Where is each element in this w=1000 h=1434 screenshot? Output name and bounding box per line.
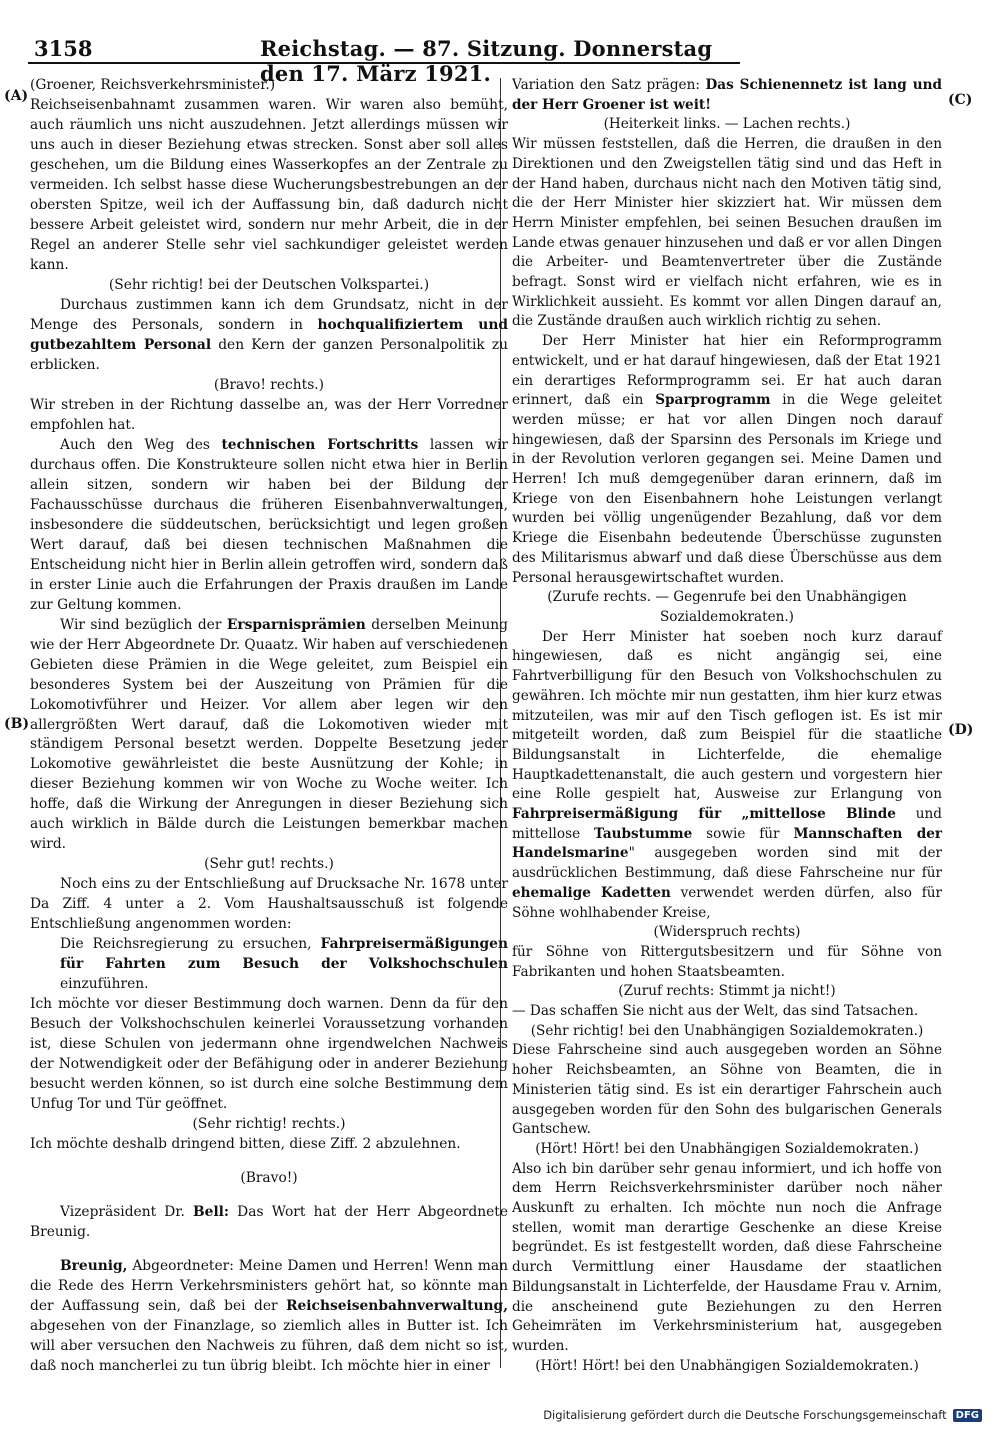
remark: (Sehr richtig! bei der Deutschen Volkspartei.) (108, 276, 430, 293)
remark: (Sehr gut! rechts.) (204, 856, 334, 873)
margin-letter-a: (A) (4, 88, 29, 104)
remark: (Zuruf rechts: Stimmt ja nicht!) (618, 983, 836, 1000)
remark: (Heiterkeit links. — Lachen rechts.) (603, 116, 851, 133)
paragraph: Auch den Weg des technischen Fortschritts lassen wir durchaus offen. Die Konstrukteure sollen nicht etwa hier in Berlin allein sitzen, sondern wir haben bei der Bildung der Fachausschüsse durchaus die früheren Eisenbahnverwaltungen, insbesondere die süddeutschen, berücksichtigt und legen großen Wert darauf, daß bei diesen technischen Maßnahmen die Entscheidung nicht hier in Berlin allein getroffen wird, sondern daß in erster Linie auch die Erfahrungen der Praxis draußen im Lande zur Geltung kommen. (30, 436, 508, 613)
paragraph: Reichseisenbahnamt zusammen waren. Wir waren also bemüht, auch räumlich uns nicht auszudehnen. Jetzt allerdings müssen wir uns auch in dieser Beziehung etwas strecken. Sonst aber soll alles geschehen, um die Bildung eines Wasserkopfes an der Zentrale zu vermeiden. Ich selbst hasse diese Wucherungsbestrebungen an der obersten Spitze, weil ich der Auffassung bin, daß dadurch nicht bessere Arbeit geleistet wird, sondern nur mehr Arbeit, die in der Regel an anderer Stelle sehr viel sachkundiger geleistet werden kann. (30, 96, 508, 273)
paragraph: für Söhne von Rittergutsbesitzern und für Söhne von Fabrikanten und hohen Staatsbeamten. (512, 943, 942, 980)
page-title: Reichstag. — 87. Sitzung. Donnerstag den 17. März 1921. (260, 36, 713, 86)
right-column (512, 76, 942, 1376)
footer-credit: Digitalisierung gefördert durch die Deutsche Forschungsgemeinschaft (543, 1408, 947, 1422)
paragraph: Vizepräsident Dr. Bell: Das Wort hat der Herr Abgeordnete Breunig. (30, 1204, 508, 1241)
paragraph: Also ich bin darüber sehr genau informiert, und ich hoffe von dem Herrn Reichsverkehrsminister darüber noch näher Auskunft zu erhalten. Ich möchte nun noch die Anfrage stellen, womit man derartige Geschenke an diese Kreise begründet. Es ist festgestellt worden, daß diese Fahrscheine durch Vermittlung einer Hausdame der staatlichen Bildungsanstalt in Lichterfelde, der Hausdame Frau v. Arnim, die anscheinend gute Beziehungen zu den Herren Geheimräten im Verkehrsministerium hat, ausgegeben wurden. (512, 1160, 942, 1354)
paragraph: Noch eins zu der Entschließung auf Drucksache Nr. 1678 unter Da Ziff. 4 unter a 2. Vom Haushaltsausschuß ist folgende Entschließung angenommen worden: (30, 876, 508, 933)
digitization-footer (543, 1408, 982, 1422)
remark: (Zurufe rechts. — Gegenrufe bei den Unabhängigen Sozialdemokraten.) (547, 589, 907, 625)
page-number: 3158 (34, 36, 93, 61)
paragraph: Der Herr Minister hat hier ein Reformprogramm entwickelt, und er hat darauf hingewiesen, daß der Etat 1921 ein derartiges Reformprogramm sei. Er hat auch daran erinnert, daß ein Sparprogramm in die Wege geleitet werden müsse; er hat vor allen Dingen noch darauf hingewiesen, daß der Sparsinn des Personals im Kriege und in der Revolution verloren gegangen sei. Meine Damen und Herren! Ich muß demgegenüber daran erinnern, daß im Kriege von den Eisenbahnern hohe Leistungen verlangt wurden bei völlig ungenügender Bezahlung, daß vor dem Kriege die Eisenbahn bedeutende Überschüsse zugunsten des Militarismus abwarf und daß diese Überschüsse aus dem Personal herausgewirtschaftet wurden. (512, 333, 942, 586)
remark: (Widerspruch rechts) (653, 924, 801, 941)
remark: (Sehr richtig! rechts.) (192, 1116, 346, 1133)
paragraph: Wir streben in der Richtung dasselbe an, was der Herr Vorredner empfohlen hat. (30, 396, 508, 433)
paragraph: — Das schaffen Sie nicht aus der Welt, das sind Tatsachen. (512, 1003, 919, 1020)
paragraph: Diese Fahrscheine sind auch ausgegeben worden an Söhne hoher Reichsbeamten, an Söhne von Beamten, die in Ministerien tätig sind. Es ist ein derartiger Fahrschein auch ausgegeben worden für den Sohn des bulgarischen Generals Gantschew. (512, 1042, 942, 1138)
paragraph: Der Herr Minister hat soeben noch kurz darauf hingewiesen, daß es nicht angängig sei, eine Fahrtverbilligung für den Besuch von Volkshochschulen zu gewähren. Ich möchte mir nun gestatten, ihm hier kurz etwas mitzuteilen, was mir auf den Tisch geflogen ist. Es ist mir mitgeteilt worden, daß zum Beispiel für die staatliche Bildungsanstalt in Lichterfelde, die ehemalige Hauptkadettenanstalt, die auch gestern und vorgestern hier eine Rolle gespielt hat, Ausweise zur Erlangung von Fahrpreisermäßigung für „mittellose Blinde und mittellose Taubstumme sowie für Mannschaften der Handelsmarine" ausgegeben worden sind mit der ausdrücklichen Bestimmung, daß diese Fahrscheine nur für ehemalige Kadetten verwendet werden dürfen, also für Söhne wohlhabender Kreise, (512, 628, 943, 921)
speaker-tag: (Groener, Reichsverkehrsminister.) (30, 77, 276, 93)
remark: (Hört! Hört! bei den Unabhängigen Sozialdemokraten.) (535, 1140, 919, 1157)
paragraph: Variation den Satz prägen: Das Schienennetz ist lang und der Herr Groener ist weit! (512, 77, 942, 113)
remark: (Bravo! rechts.) (213, 376, 325, 393)
left-column (30, 76, 508, 1377)
paragraph: Breunig, Abgeordneter: Meine Damen und Herren! Wenn man die Rede des Herrn Verkehrsministers gehört hat, so könnte man der Auffassung sein, daß bei der Reichseisenbahnverwaltung, abgesehen von der Finanzlage, so ziemlich alles in Butter ist. Ich will aber versuchen den Nachweis zu führen, daß dem nicht so ist, daß noch mancherlei zu tun übrig bleibt. Ich möchte hier in einer (30, 1258, 508, 1375)
paragraph: Wir sind bezüglich der Ersparnisprämien derselben Meinung wie der Herr Abgeordnete Dr. Quaatz. Wir haben auf verschiedenen Gebieten diese Prämien in die Wege geleitet, zum Beispiel ein besonderes System bei der Auszeitung von Prämien für die Lokomotivführer und Heizer. Vor allem aber legen wir den allergrößten Wert darauf, daß die Lokomotiven wieder mit ständigem Personal besetzt werden. Doppelte Besetzung jeder Lokomotive gewährleistet die beste Ausnützung der Kohle; in dieser Beziehung kommen wir von Woche zu Woche weiter. Ich hoffe, daß die Wirkung der Anregungen in dieser Beziehung sich auch wirklich in Bälde durch die Leistungen bemerkbar machen wird. (30, 616, 508, 853)
remark: (Sehr richtig! bei den Unabhängigen Sozialdemokraten.) (530, 1022, 924, 1039)
resolution-quote: Die Reichsregierung zu ersuchen, Fahrpreisermäßigungen für Fahrten zum Besuch der Volkshochschulen einzuführen. (60, 936, 508, 993)
margin-letter-c: (C) (948, 92, 973, 108)
paragraph: Ich möchte vor dieser Bestimmung doch warnen. Denn da für den Besuch der Volkshochschulen keinerlei Voraussetzung vorhanden ist, diese Schulen von jedermann ohne irgendwelchen Nachweis der Notwendigkeit oder der Befähigung oder in anderer Beziehung besucht werden können, so ist durch eine solche Bestimmung dem Unfug Tor und Tür geöffnet. (30, 996, 508, 1113)
margin-letter-d: (D) (948, 722, 974, 738)
remark: (Bravo!) (240, 1170, 298, 1187)
margin-letter-b: (B) (4, 716, 30, 732)
paragraph: Wir müssen feststellen, daß die Herren, die draußen in den Direktionen und den Zweigstellen tätig sind und das Heft in der Hand haben, durchaus nicht nach den Motiven tätig sind, die der Herr Minister hier skizziert hat. Wir müssen dem Herrn Minister empfehlen, bei seinen Besuchen draußen im Lande etwas genauer hinzusehen und daß er vor allen Dingen die Arbeiter- und Beamtenvertreter über die Zustände befragt. Sonst wird er vielfach nicht erfahren, wie es in Wirklichkeit aussieht. Es kommt vor allen Dingen darauf an, die Zustände draußen auch wirklich richtig zu sehen. (512, 136, 942, 330)
dfg-logo: DFG (953, 1409, 982, 1422)
paragraph: Ich möchte deshalb dringend bitten, diese Ziff. 2 abzulehnen. (30, 1136, 461, 1153)
remark: (Hört! Hört! bei den Unabhängigen Sozialdemokraten.) (535, 1357, 919, 1374)
paragraph: Durchaus zustimmen kann ich dem Grundsatz, nicht in der Menge des Personals, sondern in hochqualifiziertem und gutbezahltem Personal den Kern der ganzen Personalpolitik zu erblicken. (30, 296, 509, 373)
